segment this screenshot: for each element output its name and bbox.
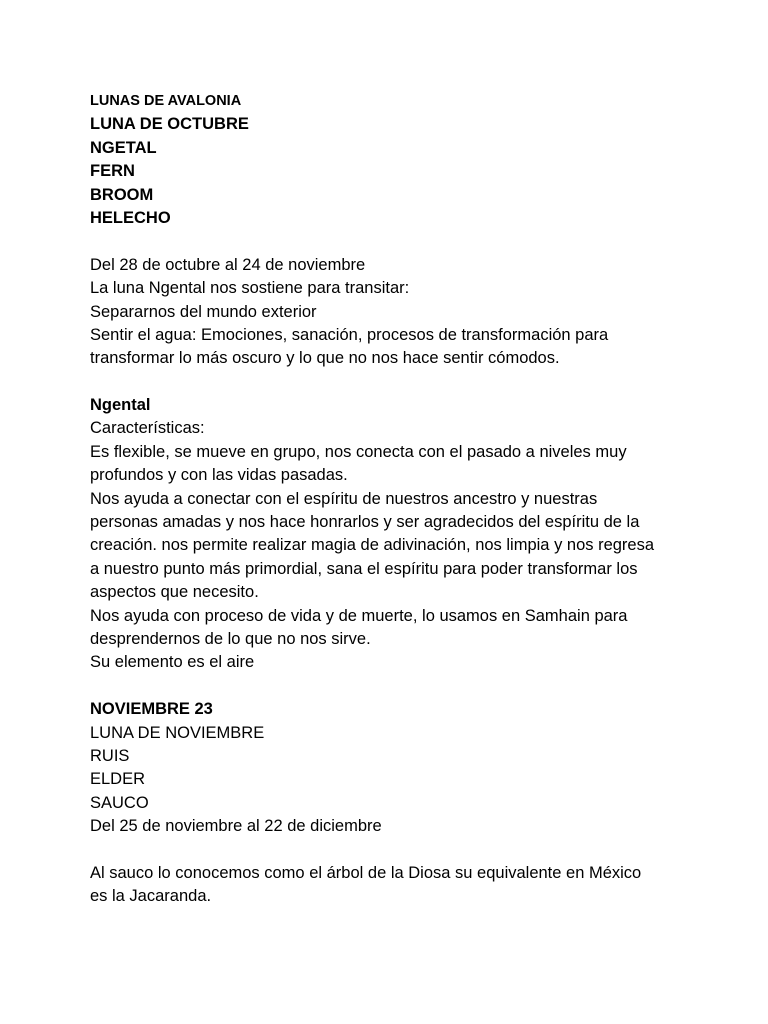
blank-line [90,230,690,253]
document-title: LUNAS DE AVALONIA [90,93,242,109]
november-line: Del 25 de noviembre al 22 de diciembre [90,817,382,836]
intro-line: La luna Ngental nos sostiene para transitar: [90,279,410,298]
heading-line: LUNA DE OCTUBRE [90,115,249,134]
ngental-line: a nuestro punto más primordial, sana el espíritu para poder transformar los [90,559,638,578]
ngental-line: personas amadas y nos hace honrarlos y ser agradecidos del espíritu de la [90,513,640,532]
november-line: ELDER [90,770,146,789]
document-body [90,90,690,909]
ngental-line: Su elemento es el aire [90,653,255,672]
ngental-line: Nos ayuda a conectar con el espíritu de nuestros ancestro y nuestras [90,489,598,508]
intro-line: Sentir el agua: Emociones, sanación, procesos de transformación para [90,325,609,344]
november-line: SAUCO [90,793,149,812]
ngental-line: desprendernos de lo que no nos sirve. [90,629,371,648]
blank-line [90,839,690,862]
heading-line: HELECHO [90,208,171,227]
heading-line: NGETAL [90,138,157,157]
ngental-line: profundos y con las vidas pasadas. [90,466,348,485]
ngental-line: creación. nos permite realizar magia de adivinación, nos limpia y nos regresa [90,536,655,555]
ngental-line: aspectos que necesito. [90,583,259,602]
closing-line: Al sauco lo conocemos como el árbol de la Diosa su equivalente en México [90,863,642,882]
intro-line: Separarnos del mundo exterior [90,302,317,321]
blank-line [90,675,690,698]
ngental-line: Características: [90,419,205,438]
blank-line [90,371,690,394]
heading-line: BROOM [90,185,154,204]
november-line: LUNA DE NOVIEMBRE [90,723,265,742]
ngental-line: Nos ayuda con proceso de vida y de muerte, lo usamos en Samhain para [90,606,628,625]
november-line: RUIS [90,746,130,765]
heading-line: FERN [90,162,135,181]
section-heading-ngental: Ngental [90,396,151,415]
ngental-line: Es flexible, se mueve en grupo, nos conecta con el pasado a niveles muy [90,442,627,461]
section-heading-november: NOVIEMBRE 23 [90,700,213,719]
intro-line: transformar lo más oscuro y lo que no nos hace sentir cómodos. [90,349,560,368]
intro-line: Del 28 de octubre al 24 de noviembre [90,255,366,274]
closing-line: es la Jacaranda. [90,887,212,906]
